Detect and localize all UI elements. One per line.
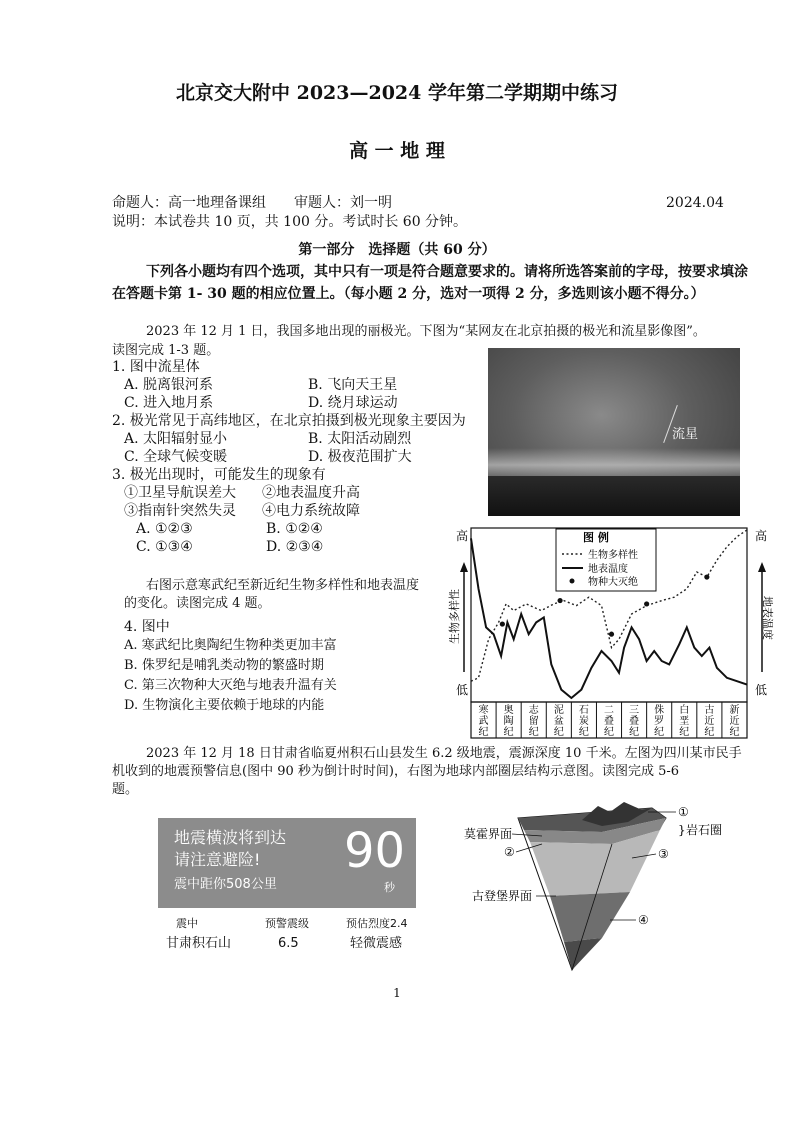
q5-6-intro-3: 题。 [112,782,139,797]
marker-lithosphere-circle: } [678,823,686,837]
period-label-6: 二叠纪 [604,705,614,738]
period-label-1: 寒武纪 [478,705,489,738]
period-label-4: 泥盆纪 [553,705,564,738]
right-high-label: 高 [755,529,768,543]
authors-line: 命题人：高一地理备课组 审题人：刘一明 [112,195,392,211]
right-axis-label: 地表温度 [761,596,774,640]
period-label-2: 奥陶纪 [503,705,514,738]
period-label-8: 侏罗纪 [654,705,665,738]
period-label-10: 古近纪 [704,705,715,738]
alert-magnitude-value: 6.5 [278,936,299,951]
q3-option-b: B. ①②④ [266,521,323,537]
q1-option-c: C. 进入地月系 [124,395,214,411]
legend-extinction: 物种大灭绝 [588,577,638,588]
q4-option-a: A. 寒武纪比奥陶纪生物种类更加丰富 [124,638,337,653]
exam-title: 北京交大附中 2023—2024 学年第二学期期中练习 [176,82,618,104]
legend-biodiversity: 生物多样性 [588,550,638,561]
extinction-point-2 [557,598,562,603]
page-number: 1 [393,986,401,1000]
alert-line-2: 请注意避险! [174,850,261,869]
q2-stem: 2. 极光常见于高纬地区，在北京拍摄到极光现象主要因为 [112,413,466,429]
exam-date: 2024.04 [666,195,724,211]
q4-option-b: B. 侏罗纪是哺乳类动物的繁盛时期 [124,658,324,673]
alert-epicenter-header: 震中 [176,917,198,930]
q2-option-b: B. 太阳活动剧烈 [308,431,412,447]
right-axis-arrowhead [758,562,766,572]
marker-1: ① [678,805,689,819]
q4-option-c: C. 第三次物种大灭绝与地表升温有关 [124,678,337,693]
period-label-5: 石炭纪 [578,705,589,738]
legend-title: 图 例 [583,531,609,544]
q4-intro-2: 的变化。读图完成 4 题。 [124,596,271,611]
period-label-7: 三叠纪 [629,705,640,738]
q1-option-b: B. 飞向天王星 [308,377,398,393]
q1-3-intro-2: 读图完成 1-3 题。 [112,343,220,358]
biodiversity-temperature-chart [448,522,778,744]
legend-temperature: 地表温度 [588,564,628,575]
horizon-ground [488,476,740,516]
q2-option-d: D. 极夜范围扩大 [308,449,412,465]
q3-option-d: D. ②③④ [266,539,324,555]
q4-option-d: D. 生物演化主要依赖于地球的内能 [124,698,325,713]
moho-label: 莫霍界面 [464,827,513,841]
aurora-meteor-photo [488,348,740,516]
period-label-11: 新近纪 [729,705,740,738]
extinction-point-3 [609,632,614,637]
inner-core-layer [564,938,602,970]
marker-2: ② [504,845,515,859]
q3-item-2: ②地表温度升高 [262,485,360,501]
outer-core-layer [550,892,630,942]
left-axis-label: 生物多样性 [448,589,461,644]
marker-4: ④ [638,913,649,927]
q3-item-4: ④电力系统故障 [262,503,360,519]
q3-option-a: A. ①②③ [136,521,193,537]
period-label-3: 志留纪 [528,705,539,738]
alert-intensity-header: 预估烈度2.4 [346,917,408,930]
q3-stem: 3. 极光出现时，可能发生的现象有 [112,467,326,483]
marker-3: ③ [658,847,669,861]
extinction-point-1 [500,621,505,626]
period-label-9: 白垩纪 [679,705,690,738]
section-heading: 第一部分 选择题（共 60 分） [298,242,496,258]
subject-title: 高 一 地 理 [349,140,445,162]
alert-countdown: 90 [344,823,406,879]
q5-6-intro-2: 机收到的地震预警信息(图中 90 秒为倒计时时间)，右图为地球内部圈层结构示意图。读图完成 5-6 [112,764,680,779]
left-axis-arrowhead [460,562,468,572]
alert-distance: 震中距你508公里 [174,877,277,892]
q2-option-a: A. 太阳辐射显小 [124,431,228,447]
q1-3-intro-1: 2023 年 12 月 1 日，我国多地出现的丽极光。下图为“某网友在北京拍摄的极光和流星影像图”。 [146,324,706,339]
q4-stem: 4. 图中 [124,619,170,635]
q1-option-a: A. 脱离银河系 [124,377,214,393]
right-low-label: 低 [755,683,768,697]
extinction-point-5 [704,574,709,579]
extinction-point-4 [644,601,649,606]
q4-intro-1: 右图示意寒武纪至新近纪生物多样性和地表温度 [146,578,420,593]
q1-stem: 1. 图中流星体 [112,359,200,375]
q3-item-3: ③指南针突然失灵 [124,503,236,519]
alert-line-1: 地震横波将到达 [174,828,287,847]
alert-intensity-value: 轻微震感 [350,936,403,951]
alert-magnitude-header: 预警震级 [265,917,309,930]
left-low-label: 低 [456,683,469,697]
earth-interior-diagram [452,800,722,972]
instructions-line-2: 在答题卡第 1- 30 题的相应位置上。（每小题 2 分，选对一项得 2 分，多选则该小题不得分。） [112,286,705,302]
alert-epicenter-value: 甘肃积石山 [166,936,232,951]
earthquake-alert-panel [158,818,416,908]
q2-option-c: C. 全球气候变暖 [124,449,228,465]
exam-note: 说明：本试卷共 10 页，共 100 分。考试时长 60 分钟。 [112,214,468,230]
alert-countdown-unit: 秒 [384,881,395,894]
left-high-label: 高 [456,529,469,543]
lithosphere-label: 岩石圈 [686,823,722,837]
gutenberg-label: 古登堡界面 [472,889,533,903]
meteor-label: 流星 [672,427,699,442]
q3-option-c: C. ①③④ [136,539,193,555]
q5-6-intro-1: 2023 年 12 月 18 日甘肃省临夏州积石山县发生 6.2 级地震，震源深度 10 千米。左图为四川某市民手 [146,746,742,761]
instructions-line-1: 下列各小题均有四个选项，其中只有一项是符合题意要求的。请将所选答案前的字母，按要求填涂 [146,264,748,280]
q3-item-1: ①卫星导航误差大 [124,485,236,501]
legend-swatch-extinction [570,579,575,584]
q1-option-d: D. 绕月球运动 [308,395,398,411]
